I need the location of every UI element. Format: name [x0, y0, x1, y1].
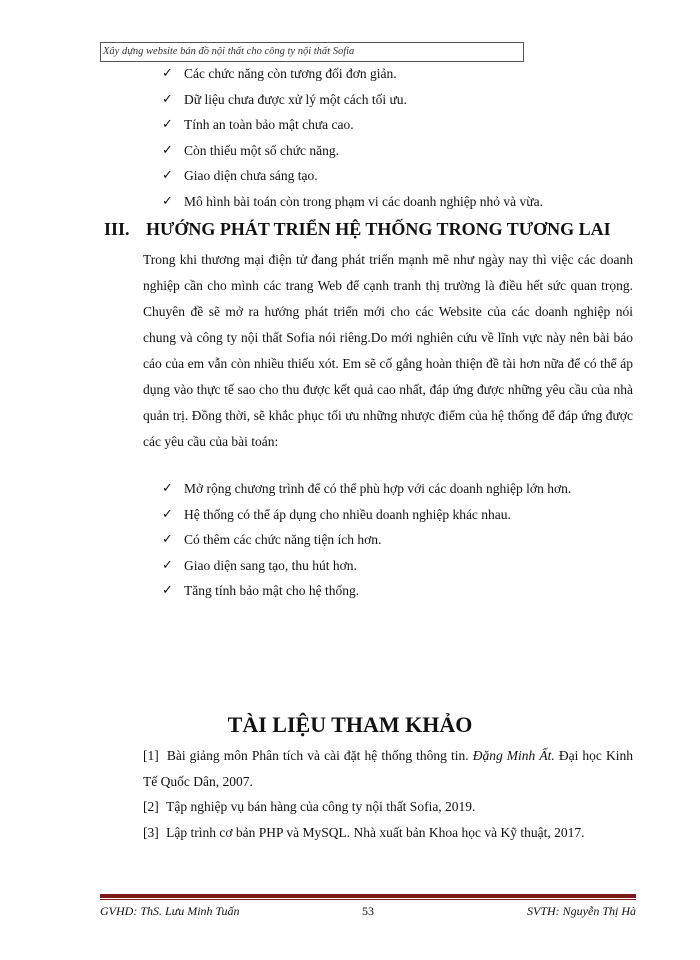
footer-student: SVTH: Nguyễn Thị Hà	[527, 904, 636, 918]
list-item-text: Có thêm các chức năng tiện ích hơn.	[184, 532, 382, 547]
checkmark-icon: ✓	[162, 168, 173, 183]
section-number: III.	[104, 219, 130, 239]
list-item-text: Hệ thống có thể áp dụng cho nhiều doanh nghiệp khác nhau.	[184, 506, 511, 522]
checkmark-icon: ✓	[162, 193, 173, 209]
list-item	[160, 163, 630, 189]
reference-text: Tập nghiệp vụ bán hàng của công ty nội thất Sofia, 2019.	[166, 799, 476, 814]
checkmark-icon: ✓	[162, 91, 173, 107]
list-item	[160, 87, 630, 113]
list-item	[160, 553, 630, 579]
footer-rule-thin	[100, 899, 636, 900]
development-list	[160, 476, 630, 604]
list-item	[160, 578, 630, 604]
references-list	[143, 743, 633, 845]
checkmark-icon: ✓	[162, 481, 173, 496]
list-item-text: Mô hình bài toán còn trong phạm vi các doanh nghiệp nhỏ và vừa.	[184, 193, 543, 209]
checkmark-icon: ✓	[162, 66, 173, 81]
list-item-text: Các chức năng còn tương đối đơn giản.	[184, 66, 397, 81]
reference-item	[143, 820, 633, 846]
list-item	[160, 189, 630, 215]
page-number: 53	[362, 904, 374, 918]
list-item-text: Dữ liệu chưa được xử lý một cách tối ưu.	[184, 91, 407, 107]
section-paragraph: Trong khi thương mại điện tử đang phát triển mạnh mẽ như ngày nay thì việc các doanh nghiệp cần cho mình các trang Web để cạnh tranh thị trường là điều hết sức quan trọng. Chuyên đề sẽ mở ra hướng phát triển mới cho các Website của các doanh nghiệp nói chung và công ty nội thất Sofia nói riêng.Do mới nghiên cứu về lĩnh vực này nên bài báo cáo của em vẫn còn nhiều thiếu xót. Em sẽ cố gắng hoàn thiện đề tài hơn nữa để có thể áp dụng vào thực tế sao cho thu được kết quả cao nhất, đáp ứng được những yêu cầu của nhà quản trị. Đồng thời, sẽ khắc phục tối ưu những nhược điểm của hệ thống để đáp ứng được các yêu cầu của bài toán:	[143, 252, 633, 449]
reference-text: Bài giảng môn Phân tích và cài đặt hệ thống thông tin.	[166, 748, 473, 763]
reference-number: [1]	[143, 748, 159, 763]
reference-author: Đặng Minh Ất.	[472, 748, 555, 763]
page-footer	[100, 904, 636, 924]
section-heading	[104, 214, 644, 244]
list-item-text: Tăng tính bảo mật cho hệ thống.	[184, 583, 360, 598]
list-item	[160, 61, 630, 87]
list-item	[160, 476, 630, 502]
checkmark-icon: ✓	[162, 557, 173, 573]
list-item	[160, 112, 630, 138]
checkmark-icon: ✓	[162, 532, 173, 547]
checkmark-icon: ✓	[162, 117, 173, 132]
list-item	[160, 502, 630, 528]
list-item-text: Giao diện sang tạo, thu hút hơn.	[184, 557, 357, 573]
limitations-list	[160, 61, 630, 214]
reference-number: [3]	[143, 824, 159, 840]
footer-rule	[100, 894, 636, 898]
reference-text: Lập trình cơ bản PHP và MySQL. Nhà xuất bản Khoa học và Kỹ thuật, 2017.	[166, 824, 585, 840]
list-item-text: Tính an toàn bảo mật chưa cao.	[184, 117, 354, 132]
list-item-text: Giao diện chưa sáng tạo.	[184, 168, 318, 183]
checkmark-icon: ✓	[162, 142, 173, 158]
running-header: Xây dựng website bán đồ nội thất cho công ty nội thất Sofia	[100, 42, 524, 62]
reference-publisher: Đại học Kinh Tế Quốc Dân, 2007.	[143, 748, 634, 789]
list-item-text: Còn thiếu một số chức năng.	[184, 142, 340, 158]
references-title: TÀI LIỆU THAM KHẢO	[227, 712, 473, 737]
reference-item	[143, 743, 633, 794]
reference-number: [2]	[143, 799, 159, 814]
list-item	[160, 138, 630, 164]
section-title: HƯỚNG PHÁT TRIỂN HỆ THỐNG TRONG TƯƠNG LAI	[146, 219, 611, 239]
footer-advisor: GVHD: ThS. Lưu Minh Tuấn	[100, 904, 240, 918]
checkmark-icon: ✓	[162, 583, 173, 598]
list-item-text: Mở rộng chương trình để có thể phù hợp với các doanh nghiệp lớn hơn.	[184, 481, 572, 496]
list-item	[160, 527, 630, 553]
reference-item	[143, 794, 633, 820]
checkmark-icon: ✓	[162, 506, 173, 522]
